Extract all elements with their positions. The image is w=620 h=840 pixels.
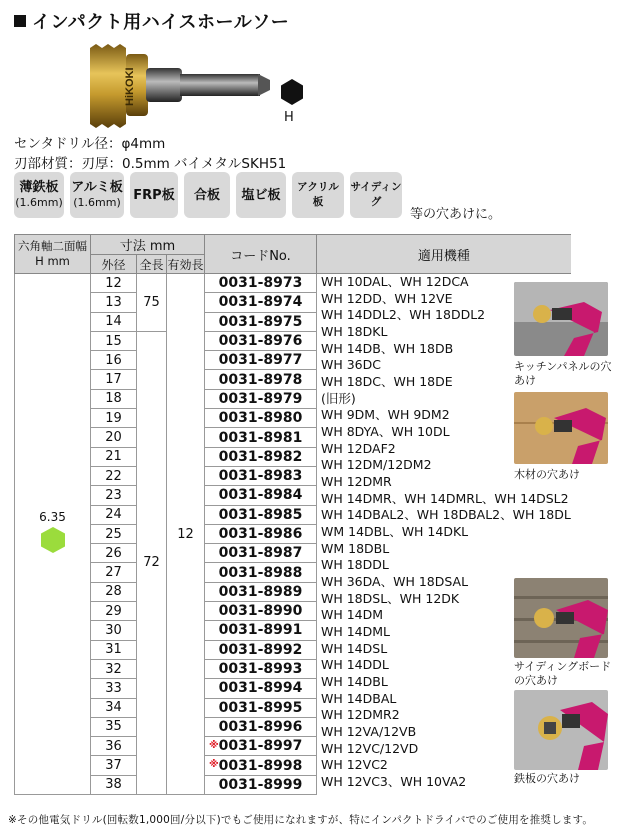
caption-steel-plate: 鉄板の穴あけ	[514, 772, 580, 785]
hex-value: 6.35	[39, 510, 66, 524]
model-line: WH 12DMR	[321, 474, 392, 490]
code-number: 0031-8987	[218, 545, 303, 562]
model-line: WH 12VC/12VD	[321, 740, 419, 756]
code-cell	[205, 640, 317, 659]
page-title	[14, 8, 289, 34]
code-number: 0031-8990	[218, 603, 303, 620]
spec-blade-material: 刃部材質：刃厚：0.5mm バイメタルSKH51	[14, 156, 287, 172]
material-badge: FRP板	[130, 172, 178, 218]
model-line: WH 18DKL	[321, 324, 388, 340]
code-cell	[205, 389, 317, 408]
outer-diameter-cell: 16	[91, 351, 137, 370]
header-outer: 外径	[91, 255, 137, 274]
photo-kitchen-panel	[514, 282, 608, 356]
outer-diameter-cell: 18	[91, 389, 137, 408]
model-line: WH 36DA、WH 18DSAL	[321, 574, 469, 590]
code-number: 0031-8989	[218, 583, 303, 600]
title-bullet	[14, 15, 26, 27]
code-cell	[205, 274, 317, 293]
material-badge: アルミ板 (1.6mm)	[70, 172, 124, 218]
footnote: ※その他電気ドリル(回転数1,000回/分以下)でもご使用になれますが、特にインパクトドライバでのご使用を推奨します。	[8, 814, 594, 826]
code-number: 0031-8999	[218, 776, 303, 793]
outer-diameter-cell: 24	[91, 505, 137, 524]
photo-wood	[514, 392, 608, 464]
outer-diameter-cell: 29	[91, 602, 137, 621]
code-cell	[205, 331, 317, 350]
total-length-cell: 75	[137, 274, 167, 332]
model-line: WH 18DC、WH 18DE	[321, 374, 453, 390]
hole-saw-product-image	[80, 40, 310, 130]
code-cell	[205, 351, 317, 370]
code-cell	[205, 447, 317, 466]
code-cell	[205, 602, 317, 621]
caption-siding: サイディングボードの穴あけ	[514, 660, 612, 687]
model-line: WH 14DM	[321, 607, 384, 623]
code-number: 0031-8982	[218, 448, 303, 465]
title-text: インパクト用ハイスホールソー	[32, 12, 290, 33]
outer-diameter-cell: 20	[91, 428, 137, 447]
code-cell	[205, 293, 317, 312]
model-line: WH 12VC3、WH 10VA2	[321, 774, 467, 790]
model-line: WH 14DBAL2、WH 18DBAL2、WH 18DL	[321, 507, 571, 523]
effective-length-cell: 12	[167, 274, 205, 795]
code-cell	[205, 679, 317, 698]
outer-diameter-cell: 14	[91, 312, 137, 331]
outer-diameter-cell: 26	[91, 544, 137, 563]
material-badge: 塩ビ板	[236, 172, 286, 218]
outer-diameter-cell: 15	[91, 331, 137, 350]
code-cell	[205, 312, 317, 331]
code-cell	[205, 409, 317, 428]
outer-diameter-cell: 22	[91, 466, 137, 485]
code-cell	[205, 775, 317, 794]
model-line: WH 12VC2	[321, 757, 388, 773]
code-cell	[205, 486, 317, 505]
table-row	[15, 274, 571, 293]
model-line: WH 12DAF2	[321, 440, 396, 456]
model-line: (旧形)	[321, 390, 356, 406]
code-cell	[205, 505, 317, 524]
code-number: 0031-8976	[218, 333, 303, 350]
material-badge: 薄鉄板 (1.6mm)	[14, 172, 64, 218]
code-number: 0031-8979	[218, 390, 303, 407]
code-number: 0031-8981	[218, 429, 303, 446]
outer-diameter-cell: 34	[91, 698, 137, 717]
model-line: WH 14DBL	[321, 674, 388, 690]
hex-shaft-green-icon	[40, 526, 66, 554]
outer-diameter-cell: 36	[91, 737, 137, 756]
outer-diameter-cell: 19	[91, 409, 137, 428]
model-line: WH 14DSL	[321, 640, 388, 656]
outer-diameter-cell: 32	[91, 659, 137, 678]
code-number: 0031-8984	[218, 487, 303, 504]
model-line: WM 18DBL	[321, 540, 390, 556]
code-cell	[205, 544, 317, 563]
model-line: WH 10DAL、WH 12DCA	[321, 274, 469, 289]
outer-diameter-cell: 25	[91, 524, 137, 543]
model-line: WH 18DDL	[321, 557, 389, 573]
code-cell	[205, 428, 317, 447]
outer-diameter-cell: 30	[91, 621, 137, 640]
code-cell	[205, 698, 317, 717]
code-cell	[205, 466, 317, 485]
material-badge: 合板	[184, 172, 230, 218]
model-line: WH 18DSL、WH 12DK	[321, 590, 460, 606]
code-number: 0031-8978	[218, 371, 303, 388]
model-line: WH 36DC	[321, 357, 381, 373]
code-cell	[205, 717, 317, 736]
model-line: WH 12DMR2	[321, 707, 400, 723]
code-number: 0031-8991	[218, 622, 303, 639]
model-line: WH 8DYA、WH 10DL	[321, 424, 450, 440]
code-cell	[205, 563, 317, 582]
total-length-cell: 72	[137, 331, 167, 794]
model-line: WH 12DD、WH 12VE	[321, 290, 453, 306]
model-line: WH 12DM/12DM2	[321, 457, 432, 473]
code-number: 0031-8977	[218, 352, 303, 369]
caption-kitchen-panel: キッチンパネルの穴あけ	[514, 360, 612, 387]
code-cell	[205, 737, 317, 756]
outer-diameter-cell: 37	[91, 756, 137, 775]
model-line: WM 14DBL、WH 14DKL	[321, 524, 469, 540]
hex-cell	[15, 274, 91, 795]
outer-diameter-cell: 38	[91, 775, 137, 794]
header-hex: 六角軸二面幅 H mm	[15, 235, 91, 274]
header-size: 寸法 mm	[91, 235, 205, 255]
code-number: 0031-8985	[218, 506, 303, 523]
code-cell	[205, 370, 317, 389]
code-number: 0031-8993	[218, 661, 303, 678]
code-cell	[205, 524, 317, 543]
outer-diameter-cell: 17	[91, 370, 137, 389]
header-total: 全長	[137, 255, 167, 274]
note-mark: ※	[209, 759, 219, 771]
code-number: 0031-8980	[218, 410, 303, 427]
hex-shaft-icon	[280, 78, 304, 106]
header-code: コードNo.	[205, 235, 317, 274]
model-line: WH 12VA/12VB	[321, 724, 417, 740]
photo-steel-plate	[514, 690, 608, 770]
outer-diameter-cell: 31	[91, 640, 137, 659]
photo-siding	[514, 578, 608, 658]
model-line: WH 14DDL2、WH 18DDL2	[321, 307, 486, 323]
header-models: 適用機種	[317, 235, 571, 274]
outer-diameter-cell: 12	[91, 274, 137, 293]
outer-diameter-cell: 28	[91, 582, 137, 601]
material-badge: サイディング	[350, 172, 402, 218]
code-number: 0031-8997	[218, 738, 303, 755]
hex-label: H	[284, 110, 294, 125]
code-number: 0031-8998	[218, 757, 303, 774]
outer-diameter-cell: 23	[91, 486, 137, 505]
outer-diameter-cell: 35	[91, 717, 137, 736]
spec-table	[14, 234, 571, 795]
product-brand-label: HiKOKI	[124, 67, 136, 106]
model-line: WH 9DM、WH 9DM2	[321, 407, 450, 423]
material-badge: アクリル板	[292, 172, 344, 218]
code-number: 0031-8975	[218, 313, 303, 330]
model-line: WH 14DDL	[321, 657, 389, 673]
model-line: WH 14DMR、WH 14DMRL、WH 14DSL2	[321, 490, 569, 506]
note-mark: ※	[209, 740, 219, 752]
code-cell	[205, 621, 317, 640]
code-cell	[205, 659, 317, 678]
outer-diameter-cell: 13	[91, 293, 137, 312]
model-line: WH 14DML	[321, 624, 391, 640]
code-number: 0031-8995	[218, 699, 303, 716]
code-number: 0031-8994	[218, 680, 303, 697]
code-number: 0031-8996	[218, 718, 303, 735]
code-number: 0031-8973	[218, 275, 303, 292]
outer-diameter-cell: 21	[91, 447, 137, 466]
code-number: 0031-8992	[218, 641, 303, 658]
caption-wood: 木材の穴あけ	[514, 468, 580, 481]
code-number: 0031-8974	[218, 294, 303, 311]
header-effective: 有効長	[167, 255, 205, 274]
materials-suffix: 等の穴あけに。	[410, 207, 502, 222]
model-line: WH 14DB、WH 18DB	[321, 340, 454, 356]
code-cell	[205, 582, 317, 601]
code-number: 0031-8983	[218, 468, 303, 485]
outer-diameter-cell: 33	[91, 679, 137, 698]
model-line: WH 14DBAL	[321, 690, 397, 706]
code-number: 0031-8986	[218, 526, 303, 542]
code-number: 0031-8988	[218, 564, 303, 581]
spec-center-drill: センタドリル径：φ4mm	[14, 136, 166, 152]
outer-diameter-cell: 27	[91, 563, 137, 582]
code-cell	[205, 756, 317, 775]
